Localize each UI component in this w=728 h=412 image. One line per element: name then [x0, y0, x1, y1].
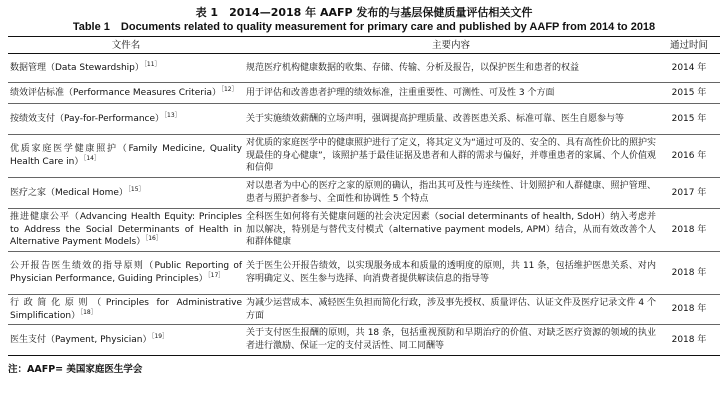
row-year: 2017 年	[671, 187, 707, 198]
row-document-name	[8, 252, 244, 295]
table-caption-english: Table 1 Documents related to quality measurement for primary care and published by AAFP from 2014 to 2018	[72, 21, 656, 33]
row-document-name	[8, 325, 244, 356]
row-document-name	[8, 83, 244, 104]
table-row	[8, 54, 720, 83]
document-name-text: 医生支付（Payment, Physician）	[10, 334, 152, 345]
document-name-text: 按绩效支付（Pay-for-Performance）	[10, 113, 165, 124]
document-name-text: 行政简化原则（Principles for Administrative Simplification）	[10, 297, 242, 321]
table-row	[8, 252, 720, 295]
reference-number: ［12］	[220, 85, 238, 93]
document-page	[8, 6, 720, 376]
row-main-content: 为减少运营成本、减轻医生负担而简化行政，涉及事先授权、质量评估、认证文件及医疗记录文件 4 个方面	[246, 297, 656, 321]
table-row	[8, 209, 720, 252]
table-row	[8, 104, 720, 135]
table-row	[8, 325, 720, 356]
header-document-name: 文件名	[111, 39, 141, 51]
documents-table	[8, 36, 720, 356]
document-name-text: 绩效评估标准（Performance Measures Criteria）	[10, 87, 221, 98]
reference-number: ［17］	[207, 272, 225, 279]
row-year: 2016 年	[671, 150, 707, 161]
table-caption-chinese: 表 1 2014—2018 年 AAFP 发布的与基层保健质量评估相关文件	[195, 6, 533, 19]
table-footnote: 注：AAFP= 美国家庭医生学会	[8, 364, 143, 375]
row-main-content: 对优质的家庭医学中的健康照护进行了定义，将其定义为“通过可及的、安全的、具有高性价比的照护实现最佳的身心健康”，该照护基于最佳证据及患者和人群的需求与偏好，并尊重患者的家属、个人价值观和信仰	[246, 138, 656, 174]
row-year: 2018 年	[671, 334, 707, 345]
reference-number: ［11］	[143, 60, 161, 68]
reference-number: ［15］	[127, 185, 145, 193]
row-main-content: 用于评估和改善患者护理的绩效标准，注重重要性、可测性、可及性 3 个方面	[246, 87, 555, 98]
row-main-content: 关于医生公开报告绩效，以实现服务成本和质量的透明度的原则，共 11 条，包括维护医患关系、对内容明确定义、医生参与选择、向消费者提供解读信息的指导等	[246, 261, 656, 284]
table-row	[8, 295, 720, 325]
reference-number: ［16］	[145, 235, 162, 243]
row-document-name	[8, 54, 244, 83]
document-name-text: 公开报告医生绩效的指导原则（Public Reporting of Physician Performance, Guiding Principles）	[10, 261, 242, 284]
row-year: 2015 年	[671, 113, 707, 124]
row-main-content: 关于支付医生报酬的原则，共 18 条，包括重视预防和早期治疗的价值、对缺乏医疗资源的领域的执业者进行激励、保证一定的支付灵活性、同工同酬等	[246, 328, 656, 351]
header-adoption-year: 通过时间	[669, 39, 708, 51]
reference-number: ［19］	[151, 332, 169, 340]
document-name-text: 医疗之家（Medical Home）	[10, 187, 128, 198]
document-name-text: 优质家庭医学健康照护（Family Medicine, Quality Health Care in）	[10, 144, 242, 167]
reference-number: ［14］	[83, 155, 100, 162]
document-name-text: 推进健康公平（Advancing Health Equity: Principles to Address the Social Determinants of Health in Alternative Payment Models）	[10, 212, 242, 248]
table-header-row	[8, 37, 720, 54]
row-main-content: 对以患者为中心的医疗之家的原则的确认，指出其可及性与连续性、计划照护和人群健康、照护管理、患者与照护者参与、全面性和协调性 5 个特点	[246, 181, 656, 204]
row-year: 2018 年	[671, 267, 707, 278]
row-document-name	[8, 104, 244, 135]
row-year: 2014 年	[671, 62, 707, 73]
row-document-name	[8, 178, 244, 209]
document-name-text: 数据管理（Data Stewardship）	[10, 62, 144, 73]
row-document-name	[8, 135, 244, 178]
row-main-content: 全科医生如何将有关健康问题的社会决定因素（social determinants of health, SdoH）纳入考虑并加以解决，特别是与替代支付模式（alternative payment models, APM）结合，从而有效改善个人和群体健康	[246, 212, 656, 248]
row-document-name	[8, 209, 244, 252]
row-main-content: 规范医疗机构健康数据的收集、存储、传输、分析及报告，以保护医生和患者的权益	[246, 62, 580, 73]
row-main-content: 关于实施绩效薪酬的立场声明，强调提高护理质量、改善医患关系、标准可靠、医生自愿参与等	[246, 113, 625, 124]
reference-number: ［18］	[80, 308, 97, 316]
row-document-name	[8, 295, 244, 325]
table-row	[8, 135, 720, 178]
row-year: 2018 年	[671, 304, 707, 315]
header-main-content: 主要内容	[431, 39, 470, 51]
row-year: 2018 年	[671, 224, 707, 235]
table-row	[8, 83, 720, 104]
table-row	[8, 178, 720, 209]
row-year: 2015 年	[671, 87, 707, 98]
reference-number: ［13］	[164, 111, 181, 119]
